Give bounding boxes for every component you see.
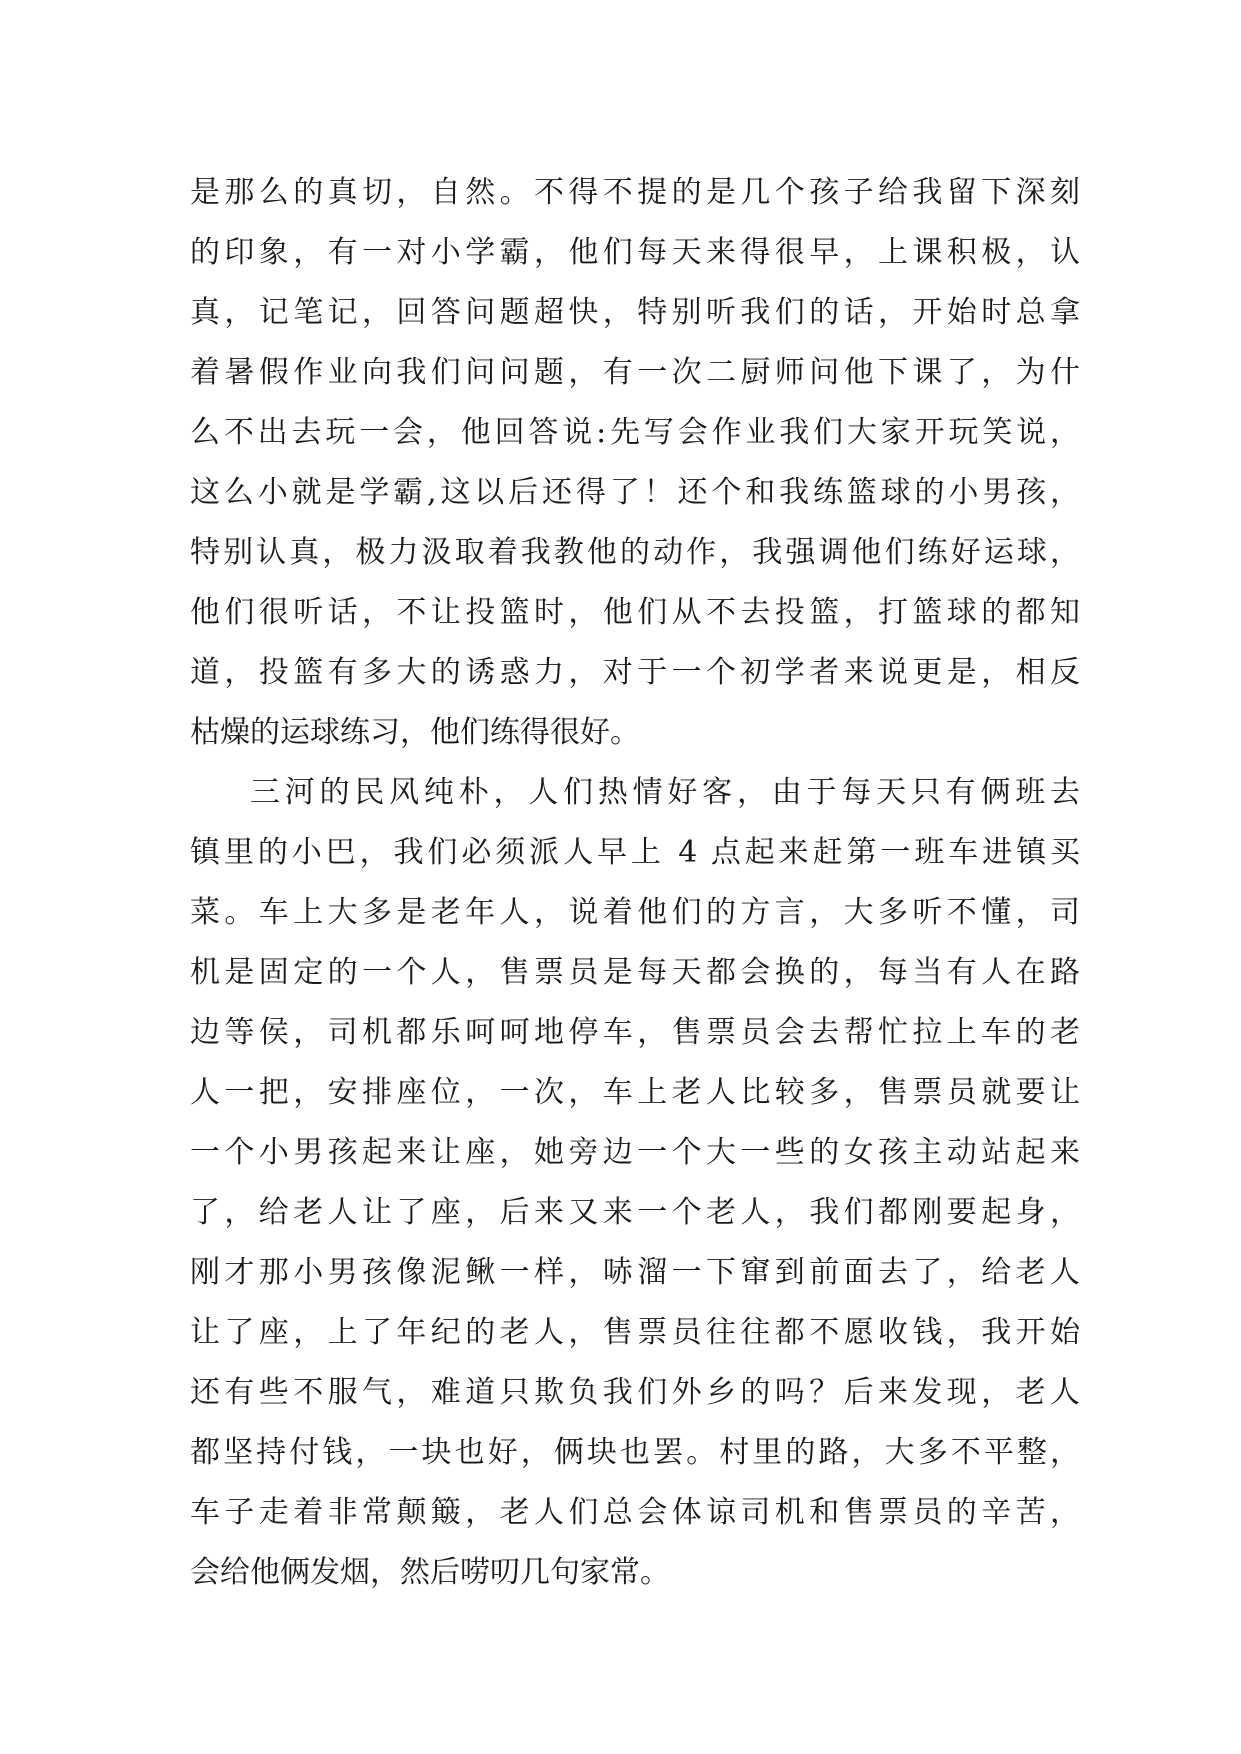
text-line: 么不出去玩一会，他回答说:先写会作业我们大家开玩笑说， — [190, 415, 1080, 450]
text-line: 让了座，上了年纪的老人，售票员往往都不愿收钱，我开始 — [190, 1315, 1080, 1350]
text-line: 机是固定的一个人，售票员是每天都会换的，每当有人在路 — [190, 955, 1080, 990]
text-line: 特别认真，极力汲取着我教他的动作，我强调他们练好运球， — [190, 535, 1080, 570]
body-text — [190, 163, 1080, 1603]
text-line: 边等侯，司机都乐呵呵地停车，售票员会去帮忙拉上车的老 — [190, 1015, 1080, 1050]
text-line: 的印象，有一对小学霸，他们每天来得很早，上课积极，认 — [190, 235, 1080, 270]
paragraph-2 — [190, 763, 1080, 1603]
text-line: 这么小就是学霸,这以后还得了！还个和我练篮球的小男孩， — [190, 475, 1080, 510]
text-line: 刚才那小男孩像泥鳅一样，哧溜一下窜到前面去了，给老人 — [190, 1255, 1080, 1290]
text-line: 枯燥的运球练习，他们练得很好。 — [190, 715, 640, 750]
text-line: 还有些不服气，难道只欺负我们外乡的吗？后来发现，老人 — [190, 1375, 1080, 1410]
text-line: 一个小男孩起来让座，她旁边一个大一些的女孩主动站起来 — [190, 1135, 1080, 1170]
text-line: 会给他俩发烟，然后唠叨几句家常。 — [190, 1555, 670, 1590]
text-line: 车子走着非常颠簸，老人们总会体谅司机和售票员的辛苦， — [190, 1495, 1080, 1530]
text-line: 他们很听话，不让投篮时，他们从不去投篮，打篮球的都知 — [190, 595, 1080, 630]
text-line: 三河的民风纯朴，人们热情好客，由于每天只有俩班去 — [250, 775, 1080, 810]
text-line: 是那么的真切，自然。不得不提的是几个孩子给我留下深刻 — [190, 175, 1080, 210]
text-line: 镇里的小巴，我们必须派人早上 4 点起来赶第一班车进镇买 — [190, 835, 1080, 870]
text-line: 真，记笔记，回答问题超快，特别听我们的话，开始时总拿 — [190, 295, 1080, 330]
text-line: 都坚持付钱，一块也好，俩块也罢。村里的路，大多不平整， — [190, 1435, 1080, 1470]
text-line: 菜。车上大多是老年人，说着他们的方言，大多听不懂，司 — [190, 895, 1080, 930]
text-line: 着暑假作业向我们问问题，有一次二厨师问他下课了，为什 — [190, 355, 1080, 390]
text-line: 了，给老人让了座，后来又来一个老人，我们都刚要起身， — [190, 1195, 1080, 1230]
paragraph-1 — [190, 163, 1080, 763]
text-line: 道，投篮有多大的诱惑力，对于一个初学者来说更是，相反 — [190, 655, 1080, 690]
text-line: 人一把，安排座位，一次，车上老人比较多，售票员就要让 — [190, 1075, 1080, 1110]
